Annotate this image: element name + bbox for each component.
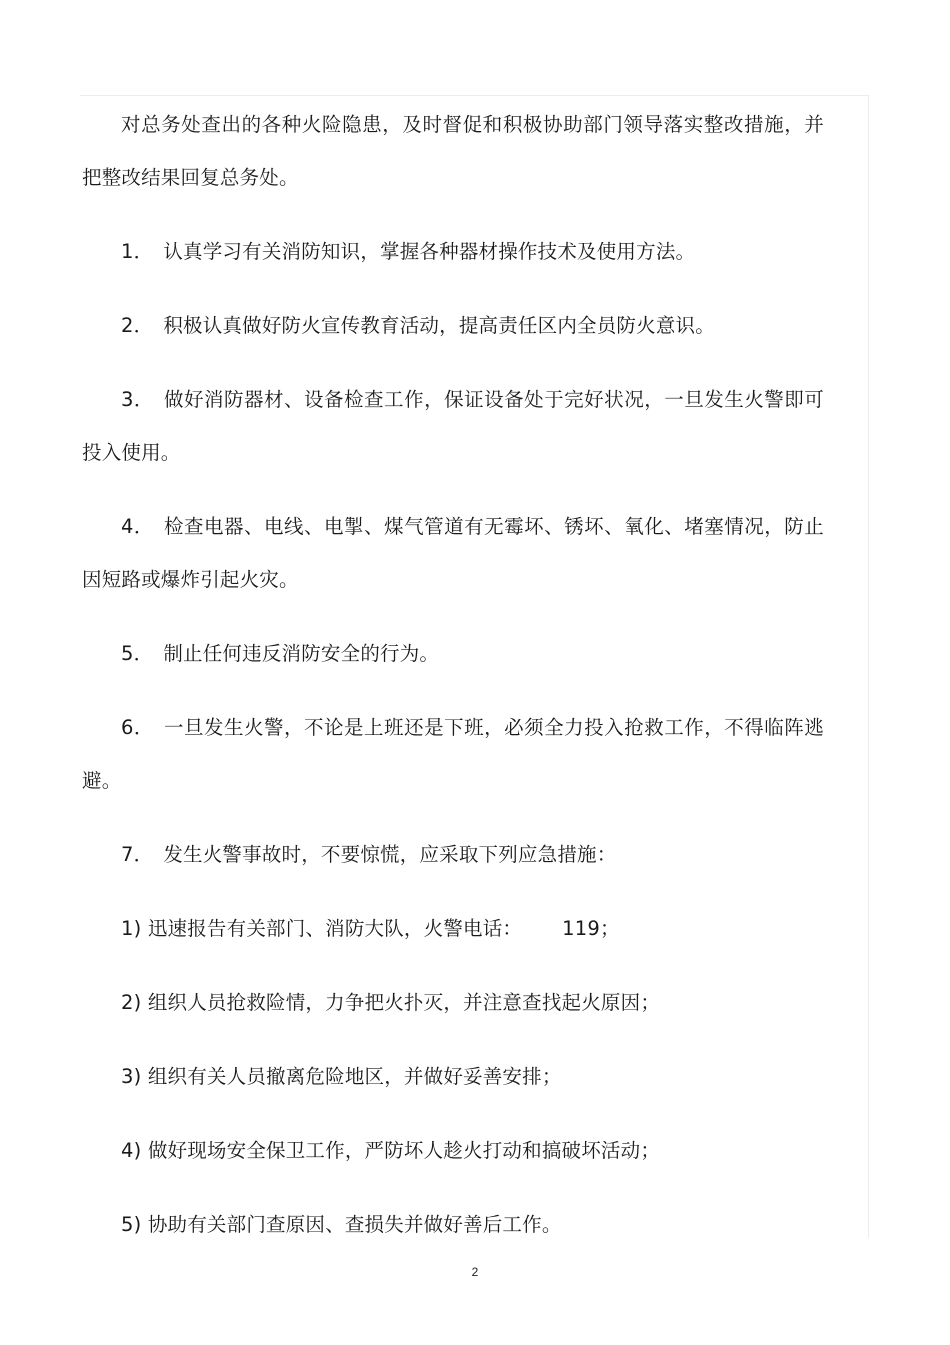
list-item [82, 373, 824, 479]
item-number: 5． [121, 642, 154, 665]
item-text: 认真学习有关消防知识，掌握各种器材操作技术及使用方法。 [163, 240, 696, 263]
list-item [82, 627, 824, 680]
item-text: 制止任何违反消防安全的行为。 [163, 642, 440, 665]
item-text: 一旦发生火警，不论是上班还是下班，必须全力投入抢救工作，不得临阵逃避。 [82, 716, 824, 792]
measure-item: 2) 组织人员抢救险情，力争把火扑灭，并注意查找起火原因； [121, 991, 661, 1014]
item-text: 发生火警事故时，不要惊慌，应采取下列应急措施： [163, 843, 617, 866]
item-text: 检查电器、电线、电掣、煤气管道有无霉坏、锈坏、氧化、堵塞情况，防止因短路或爆炸引起火灾。 [82, 515, 824, 591]
fire-phone-number: 119； [562, 917, 620, 940]
list-item [82, 701, 824, 807]
page-number: 2 [471, 1265, 479, 1279]
list-item [82, 828, 824, 881]
list-item [82, 299, 824, 352]
item-text: 积极认真做好防火宣传教育活动，提高责任区内全员防火意识。 [163, 314, 715, 337]
item-number: 1． [121, 240, 154, 263]
item-number: 3． [121, 388, 154, 411]
intro-paragraph: 对总务处查出的各种火险隐患，及时督促和积极协助部门领导落实整改措施，并把整改结果回复总务处。 [82, 113, 824, 189]
list-item [82, 500, 824, 606]
measure-text: 1) 迅速报告有关部门、消防大队，火警电话： [121, 917, 523, 940]
measure-item: 4) 做好现场安全保卫工作，严防坏人趁火打动和搞破坏活动； [121, 1139, 661, 1162]
item-number: 7． [121, 843, 154, 866]
document-body [82, 98, 824, 1251]
measure-item: 3) 组织有关人员撤离危险地区，并做好妥善安排； [121, 1065, 562, 1088]
measure-item [82, 902, 824, 955]
list-item [82, 225, 824, 278]
measure-item: 5) 协助有关部门查原因、查损失并做好善后工作。 [121, 1213, 562, 1236]
item-number: 4． [121, 515, 154, 538]
item-text: 做好消防器材、设备检查工作，保证设备处于完好状况，一旦发生火警即可投入使用。 [82, 388, 824, 464]
item-number: 6． [121, 716, 154, 739]
item-number: 2． [121, 314, 154, 337]
